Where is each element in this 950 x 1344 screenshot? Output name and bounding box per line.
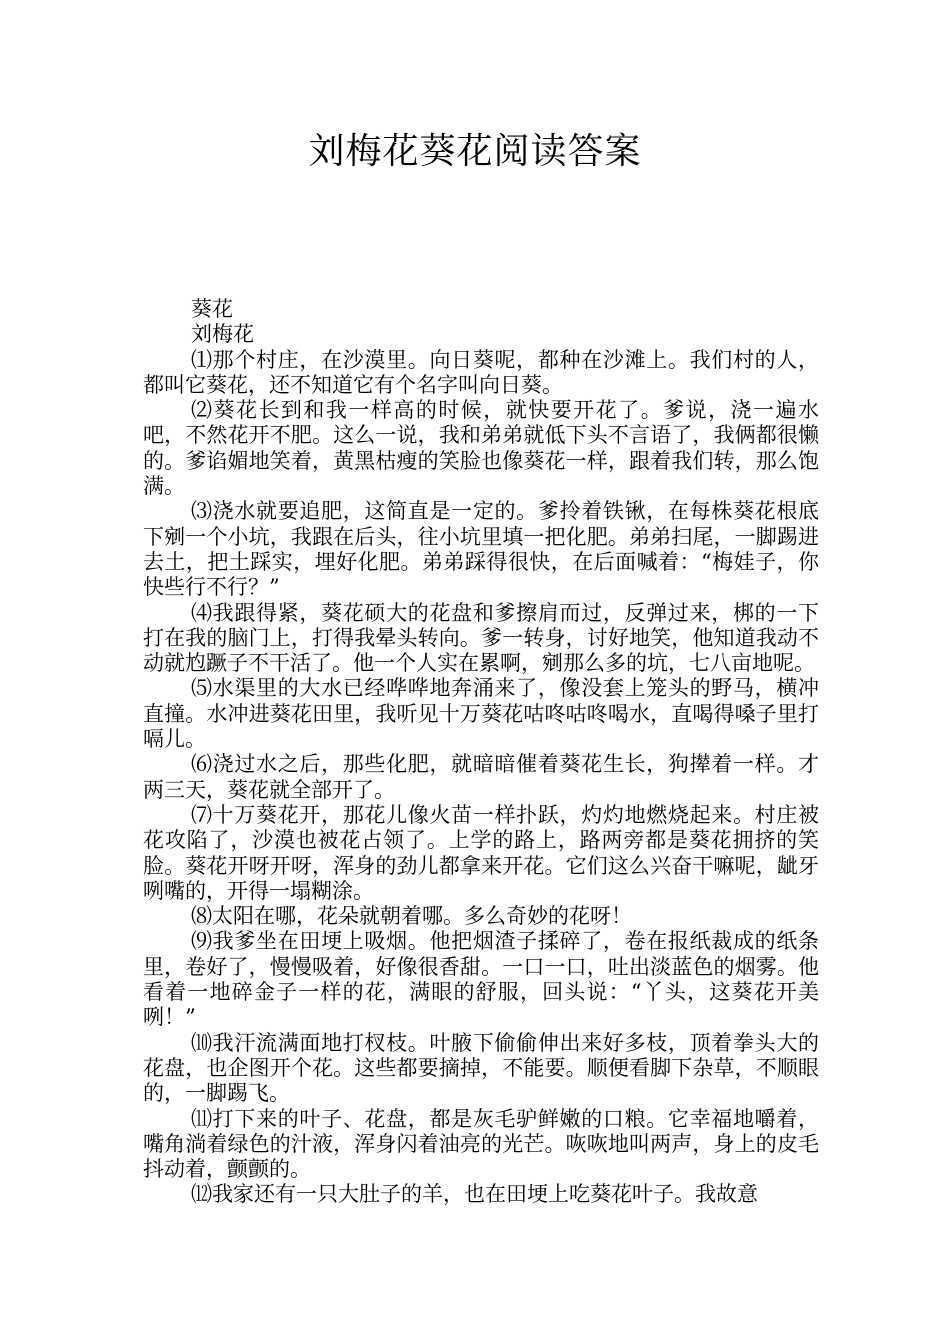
paragraph-11: ⑾打下来的叶子、花盘，都是灰毛驴鲜嫩的口粮。它幸福地嚼着，嘴角淌着绿色的汁液，浑身闪着油亮的光芒。咴咴地叫两声，身上的皮毛抖动着，颤颤的。 <box>143 1106 819 1182</box>
paragraph-6: ⑹浇过水之后，那些化肥，就暗暗催着葵花生长，狗撵着一样。才两三天，葵花就全部开了。 <box>143 752 819 802</box>
paragraph-2: ⑵葵花长到和我一样高的时候，就快要开花了。爹说，浇一遍水吧，不然花开不肥。这么一说，我和弟弟就低下头不言语了，我俩都很懒的。爹谄媚地笑着，黄黑枯瘦的笑脸也像葵花一样，跟着我们转，那么饱满。 <box>143 398 819 499</box>
page-title: 刘梅花葵花阅读答案 <box>308 131 642 172</box>
article-heading: 葵花 <box>191 297 233 321</box>
paragraph-12: ⑿我家还有一只大肚子的羊，也在田埂上吃葵花叶子。我故意 <box>191 1182 758 1207</box>
paragraph-4: ⑷我跟得紧，葵花硕大的花盘和爹擦肩而过，反弹过来，梆的一下打在我的脑门上，打得我晕头转向。爹一转身，讨好地笑，他知道我动不动就尥蹶子不干活了。他一个人实在累啊，剜那么多的坑，七八亩地呢。 <box>143 600 819 676</box>
paragraph-5: ⑸水渠里的大水已经哗哗地奔涌来了，像没套上笼头的野马，横冲直撞。水冲进葵花田里，我听见十万葵花咕咚咕咚喝水，直喝得嗓子里打嗝儿。 <box>143 676 819 752</box>
paragraph-10: ⑽我汗流满面地打杈枝。叶腋下偷偷伸出来好多枝，顶着拳头大的花盘，也企图开个花。这些都要摘掉，不能要。顺便看脚下杂草，不顺眼的，一脚踢飞。 <box>143 1030 819 1106</box>
article-body <box>143 297 819 1208</box>
paragraph-7: ⑺十万葵花开，那花儿像火苗一样扑跃，灼灼地燃烧起来。村庄被花攻陷了，沙漠也被花占领了。上学的路上，路两旁都是葵花拥挤的笑脸。葵花开呀开呀，浑身的劲儿都拿来开花。它们这么兴奋干嘛呢，龇牙咧嘴的，开得一塌糊涂。 <box>143 802 819 903</box>
paragraph-1: ⑴那个村庄，在沙漠里。向日葵呢，都种在沙滩上。我们村的人，都叫它葵花，还不知道它有个名字叫向日葵。 <box>143 347 819 397</box>
paragraph-3: ⑶浇水就要追肥，这简直是一定的。爹拎着铁锹，在每株葵花根底下剜一个小坑，我跟在后头，往小坑里填一把化肥。弟弟扫尾，一脚踢进去土，把土踩实，埋好化肥。弟弟踩得很快，在后面喊着：“梅娃子，你快些行不行？” <box>143 499 819 600</box>
paragraph-8: ⑻太阳在哪，花朵就朝着哪。多么奇妙的花呀！ <box>191 904 632 929</box>
article-author: 刘梅花 <box>191 322 254 347</box>
paragraph-9: ⑼我爹坐在田埂上吸烟。他把烟渣子揉碎了，卷在报纸裁成的纸条里，卷好了，慢慢吸着，好像很香甜。一口一口，吐出淡蓝色的烟雾。他看着一地碎金子一样的花，满眼的舒服，回头说：“丫头，这葵花开美咧！” <box>143 929 819 1030</box>
